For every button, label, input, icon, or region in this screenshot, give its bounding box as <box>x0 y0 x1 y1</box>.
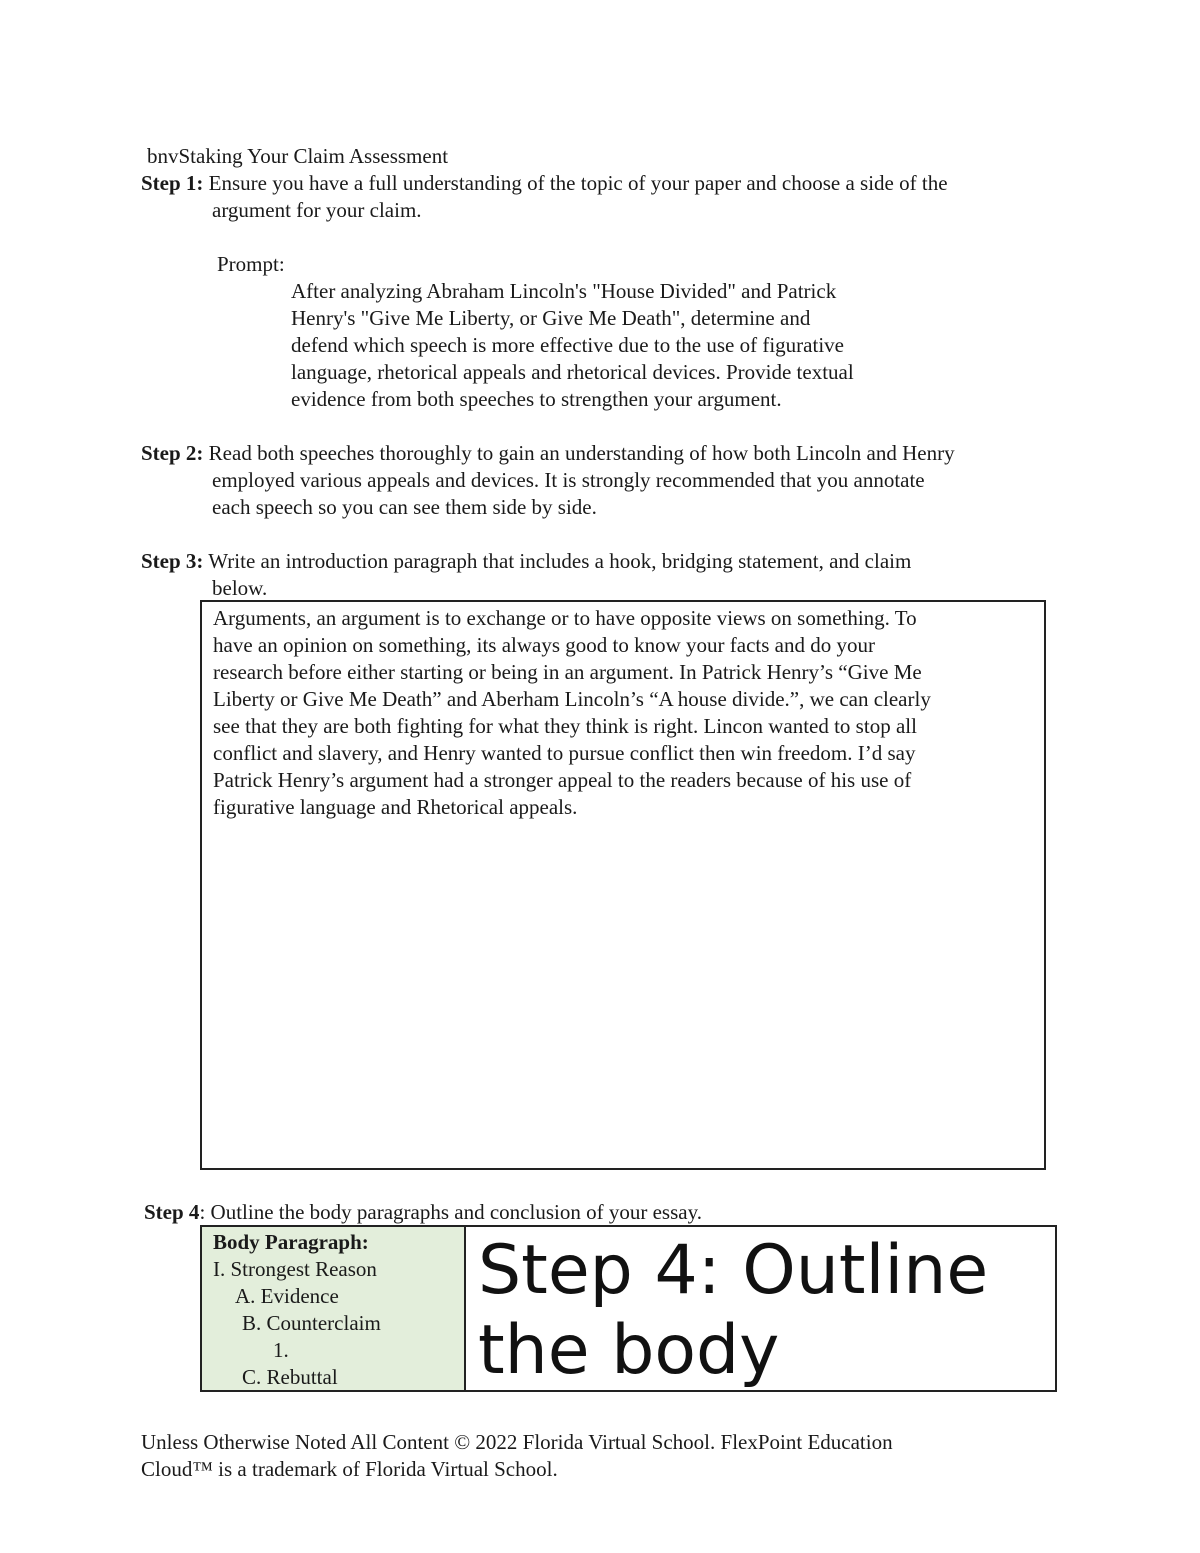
intro-line: Arguments, an argument is to exchange or to have opposite views on something. To <box>213 606 917 630</box>
footer-line2: Cloud™ is a trademark of Florida Virtual School. <box>141 1457 558 1481</box>
outline-response-line: the body <box>478 1311 780 1390</box>
outline-item: C. Rebuttal <box>242 1365 338 1389</box>
outline-item: A. Evidence <box>235 1284 339 1308</box>
outline-response-line: Step 4: Outline <box>478 1231 989 1310</box>
step1-line1 <box>141 170 948 197</box>
intro-line: have an opinion on something, its always good to know your facts and do your <box>213 633 875 657</box>
step3-line2: below. <box>212 576 268 600</box>
intro-line: research before either starting or being in an argument. In Patrick Henry’s “Give Me <box>213 660 922 684</box>
intro-response-text <box>213 605 931 821</box>
prompt-line: defend which speech is more effective due to the use of figurative <box>291 333 844 357</box>
intro-line: figurative language and Rhetorical appeals. <box>213 795 578 819</box>
step2-line2: employed various appeals and devices. It is strongly recommended that you annotate <box>212 468 925 492</box>
intro-line: conflict and slavery, and Henry wanted to pursue conflict then win freedom. I’d say <box>213 741 916 765</box>
prompt-line: language, rhetorical appeals and rhetorical devices. Provide textual <box>291 360 854 384</box>
intro-line: Liberty or Give Me Death” and Aberham Lincoln’s “A house divide.”, we can clearly <box>213 687 931 711</box>
step3-label: Step 3: <box>141 549 204 573</box>
outline-item: I. Strongest Reason <box>213 1257 377 1281</box>
prompt-line: evidence from both speeches to strengthen your argument. <box>291 387 782 411</box>
intro-response-box[interactable] <box>200 600 1046 1170</box>
outline-item: B. Counterclaim <box>242 1311 381 1335</box>
prompt-line: After analyzing Abraham Lincoln's "House Divided" and Patrick <box>291 279 837 303</box>
body-paragraph-cell[interactable] <box>202 1227 466 1390</box>
step1-text: Ensure you have a full understanding of the topic of your paper and choose a side of the <box>208 171 948 195</box>
footer-line1: Unless Otherwise Noted All Content © 2022 Florida Virtual School. FlexPoint Education <box>141 1430 893 1454</box>
step4-label: Step 4 <box>144 1200 200 1224</box>
step2-line1 <box>141 440 955 467</box>
step3-line1 <box>141 548 911 575</box>
prompt-line: Henry's "Give Me Liberty, or Give Me Death", determine and <box>291 306 811 330</box>
intro-line: Patrick Henry’s argument had a stronger appeal to the readers because of his use of <box>213 768 912 792</box>
step1-label: Step 1: <box>141 171 204 195</box>
intro-line: see that they are both fighting for what they think is right. Lincon wanted to stop all <box>213 714 917 738</box>
step3-text: Write an introduction paragraph that includes a hook, bridging statement, and claim <box>208 549 912 573</box>
body-paragraph-heading: Body Paragraph: <box>213 1230 369 1254</box>
outline-response-cell[interactable] <box>466 1227 1055 1390</box>
outline-table <box>200 1225 1057 1392</box>
step1-line2: argument for your claim. <box>212 198 422 222</box>
step2-text: Read both speeches thoroughly to gain an understanding of how both Lincoln and Henry <box>208 441 955 465</box>
outline-item: 1. <box>273 1338 289 1362</box>
step4-text: : Outline the body paragraphs and conclusion of your essay. <box>199 1200 702 1224</box>
prompt-label: Prompt: <box>217 252 285 276</box>
step2-line3: each speech so you can see them side by side. <box>212 495 597 519</box>
step2-label: Step 2: <box>141 441 204 465</box>
step4-line <box>144 1199 702 1226</box>
document-title: bnvStaking Your Claim Assessment <box>147 144 449 168</box>
